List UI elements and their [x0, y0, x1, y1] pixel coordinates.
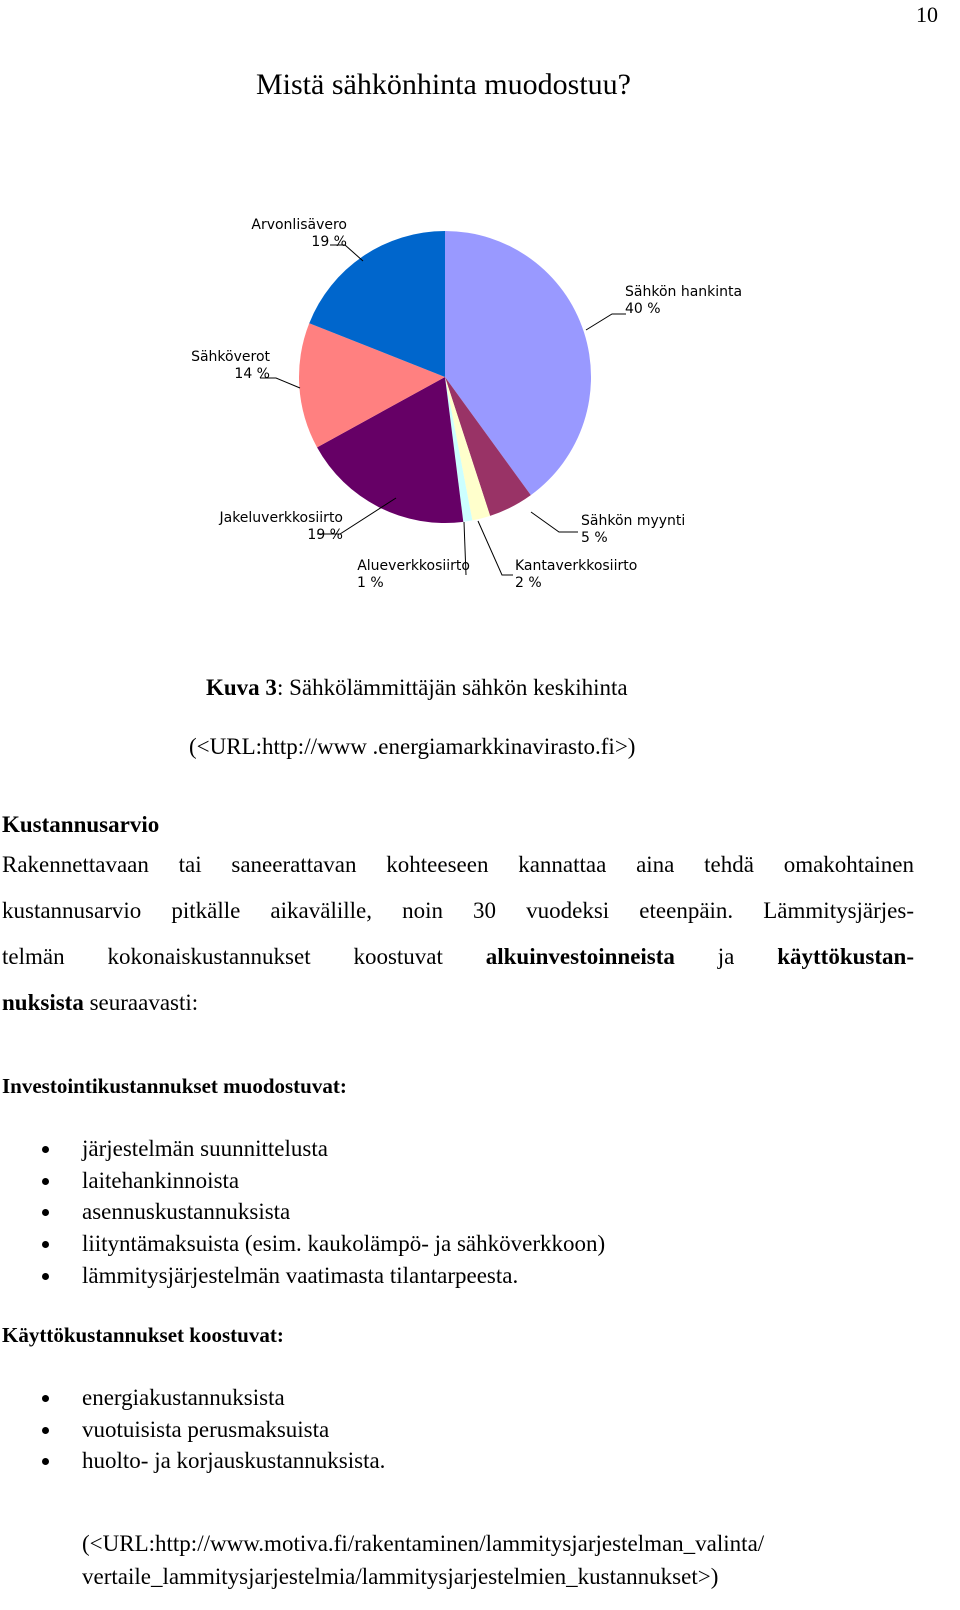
bullet-icon — [42, 1146, 49, 1153]
text-run: seuraavasti: — [83, 990, 199, 1015]
text-run: telmän kokonaiskustannukset koostuvat — [2, 944, 486, 969]
bullet-icon — [42, 1209, 49, 1216]
investment-heading: Investointikustannukset muodostuvat: — [2, 1074, 347, 1098]
paragraph-line — [2, 944, 914, 974]
bullet-icon — [42, 1273, 49, 1280]
list-item — [0, 1133, 605, 1165]
operating-list — [0, 1382, 385, 1477]
bullet-icon — [42, 1427, 49, 1434]
leader-line — [586, 314, 626, 330]
paragraph-line — [2, 990, 198, 1020]
list-item — [0, 1445, 385, 1477]
list-item-text: laitehankinnoista — [82, 1167, 240, 1193]
list-item-text: liityntämaksuista (esim. kaukolämpö- ja sähköverkkoon) — [82, 1231, 606, 1257]
list-item — [0, 1382, 385, 1414]
list-item-text: vuotuisista perusmaksuista — [82, 1416, 330, 1442]
slice-label: Sähköverot — [191, 349, 270, 365]
slice-percent-label: 19 % — [311, 234, 347, 250]
bullet-icon — [42, 1241, 49, 1248]
chart-title: Mistä sähkönhinta muodostuu? — [256, 68, 631, 101]
page-number: 10 — [916, 2, 938, 27]
list-item — [0, 1165, 605, 1197]
caption-text: : Sähkölämmittäjän sähkön keskihinta — [276, 675, 628, 700]
slice-percent-label: 40 % — [625, 301, 661, 317]
bold-term: alkuinvestoinneista — [485, 944, 675, 969]
list-item — [0, 1228, 605, 1260]
slice-label: Kantaverkkosiirto — [515, 558, 638, 574]
text-run: ja — [674, 944, 778, 969]
list-item-text: järjestelmän suunnittelusta — [82, 1136, 328, 1161]
operating-heading: Käyttökustannukset koostuvat: — [2, 1323, 284, 1347]
list-item-text: lämmitysjärjestelmän vaatimasta tilantarpeesta. — [82, 1262, 519, 1288]
bold-term: käyttökustan- — [777, 944, 914, 969]
figure-caption — [206, 675, 628, 701]
slice-label: Sähkön hankinta — [625, 284, 743, 300]
list-item-text: energiakustannuksista — [82, 1385, 285, 1410]
slice-percent-label: 19 % — [307, 527, 343, 543]
list-item — [0, 1196, 605, 1228]
reference-line: (<URL:http://www.motiva.fi/rakentaminen/lammitysjarjestelman_valinta/ — [82, 1531, 765, 1556]
slice-label: Arvonlisävero — [251, 217, 347, 233]
paragraph-line: kustannusarvio pitkälle aikavälille, noin 30 vuodeksi eteenpäin. Lämmitysjärjes- — [2, 898, 914, 923]
investment-list — [0, 1133, 605, 1291]
pie-chart — [0, 0, 960, 640]
slice-percent-label: 5 % — [581, 530, 608, 546]
reference-line: vertaile_lammitysjarjestelmia/lammitysjarjestelmien_kustannukset>) — [82, 1564, 719, 1589]
caption-label: Kuva 3 — [206, 675, 277, 700]
slice-percent-label: 14 % — [234, 366, 270, 382]
bullet-icon — [42, 1395, 49, 1402]
slice-percent-label: 2 % — [515, 575, 542, 591]
list-item-text: huolto- ja korjauskustannuksista. — [82, 1448, 386, 1474]
section-heading: Kustannusarvio — [2, 812, 160, 837]
slice-label: Jakeluverkkosiirto — [219, 510, 343, 526]
leader-line — [478, 521, 513, 575]
slice-label: Sähkön myynti — [581, 513, 686, 529]
list-item — [0, 1414, 385, 1446]
list-item — [0, 1260, 605, 1292]
list-item-text: asennuskustannuksista — [82, 1199, 291, 1225]
reference-url — [82, 1527, 764, 1593]
bold-term: nuksista — [2, 990, 84, 1015]
bullet-icon — [42, 1458, 49, 1465]
leader-line — [531, 512, 578, 532]
caption-url: (<URL:http://www .energiamarkkinavirasto.fi>) — [189, 734, 636, 759]
bullet-icon — [42, 1178, 49, 1185]
slice-label: Alueverkkosiirto — [357, 558, 470, 574]
slice-percent-label: 1 % — [357, 575, 384, 591]
paragraph-line: Rakennettavaan tai saneerattavan kohteeseen kannattaa aina tehdä omakohtainen — [2, 852, 914, 877]
